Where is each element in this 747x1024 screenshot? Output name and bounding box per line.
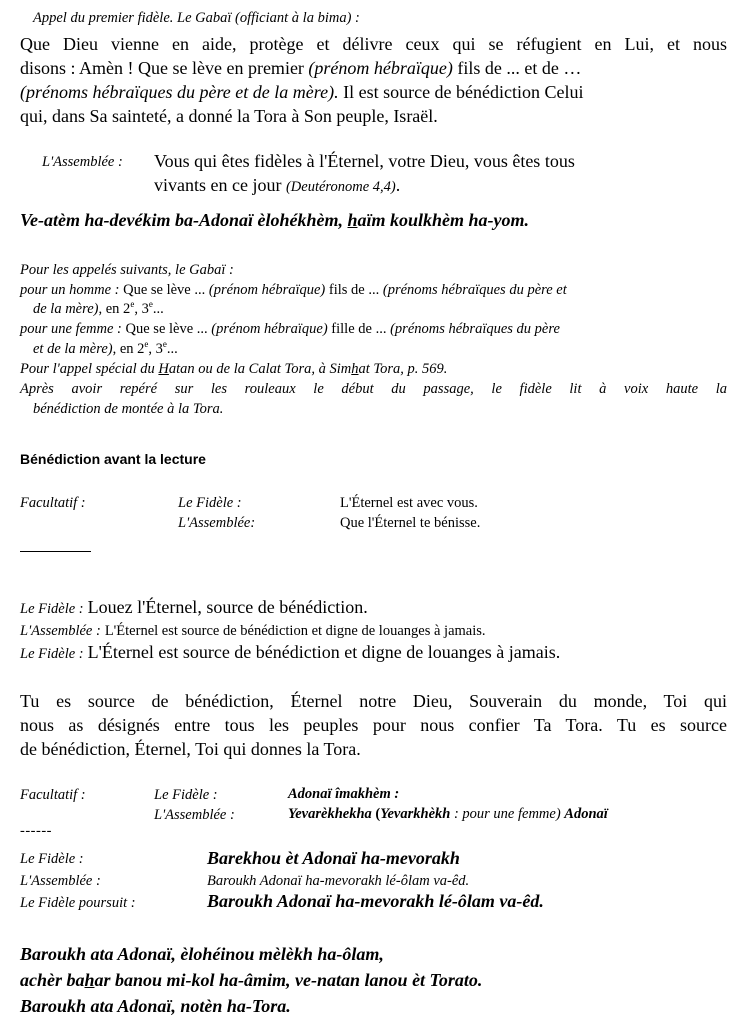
footnote-rule	[20, 551, 91, 552]
separator-dashes: ------	[20, 823, 52, 839]
translit-text-2: Baroukh Adonaï ha-mevorakh lé-ôlam va-êd.	[207, 873, 470, 889]
assembly-text-line-2: vivants en ce jour (Deutéronome 4,4).	[154, 175, 401, 195]
section-heading: Bénédiction avant la lecture	[20, 451, 206, 467]
optional2-label: Facultatif :	[20, 787, 86, 803]
closing-line-1: Baroukh ata Adonaï, èlohéinou mèlèkh ha-ôlam,	[20, 944, 384, 964]
translit-text-3: Baroukh Adonaï ha-mevorakh lé-ôlam va-êd.	[207, 891, 544, 911]
translit-speaker-3: Le Fidèle poursuit :	[20, 895, 136, 911]
optional1-speaker-1: Le Fidèle :	[178, 495, 242, 511]
instructions-line-7: Après avoir repéré sur les rouleaux le début du passage, le fidèle lit à voix haute la	[20, 381, 727, 397]
blessing-line-1: Le Fidèle : Louez l'Éternel, source de bénédiction.	[20, 597, 368, 617]
instructions-line-3: de la mère), en 2e, 3e...	[33, 299, 164, 317]
optional1-text-1: L'Éternel est avec vous.	[340, 495, 478, 511]
blessing-line-2: L'Assemblée : L'Éternel est source de bénédiction et digne de louanges à jamais.	[20, 623, 486, 639]
optional1-speaker-2: L'Assemblée:	[178, 515, 256, 531]
blessing-para-line-3: de bénédiction, Éternel, Toi qui donnes la Tora.	[20, 739, 361, 759]
blessing-line-3: Le Fidèle : L'Éternel est source de bénédiction et digne de louanges à jamais.	[20, 642, 561, 662]
instructions-line-1: Pour les appelés suivants, le Gabaï :	[20, 262, 234, 278]
instructions-line-6: Pour l'appel spécial du Hatan ou de la Calat Tora, à Simhat Tora, p. 569.	[20, 361, 448, 377]
translit-text-1: Barekhou èt Adonaï ha-mevorakh	[207, 848, 460, 868]
instructions-line-8: bénédiction de montée à la Tora.	[33, 401, 224, 417]
optional2-text-1: Adonaï îmakhèm :	[288, 786, 400, 802]
optional2-speaker-2: L'Assemblée :	[154, 807, 235, 823]
gabai-text-line-2: disons : Amèn ! Que se lève en premier (prénom hébraïque) fils de ... et de …	[20, 58, 582, 78]
intro-line: Appel du premier fidèle. Le Gabaï (officiant à la bima) :	[33, 10, 360, 26]
instructions-line-4: pour une femme : Que se lève ... (prénom hébraïque) fille de ... (prénoms hébraïques du père	[20, 321, 560, 337]
optional1-label: Facultatif :	[20, 495, 86, 511]
assembly-text-line-1: Vous qui êtes fidèles à l'Éternel, votre Dieu, vous êtes tous	[154, 151, 575, 171]
blessing-para-line-2: nous as désignés entre tous les peuples pour nous confier Ta Tora. Tu es source	[20, 715, 727, 735]
assembly-label: L'Assemblée :	[42, 154, 123, 170]
gabai-text-line-4: qui, dans Sa sainteté, a donné la Tora à Son peuple, Israël.	[20, 106, 438, 126]
blessing-para-line-1: Tu es source de bénédiction, Éternel notre Dieu, Souverain du monde, Toi qui	[20, 691, 727, 711]
gabai-text-line-3: (prénoms hébraïques du père et de la mère). Il est source de bénédiction Celui	[20, 82, 584, 102]
translit-speaker-2: L'Assemblée :	[20, 873, 101, 889]
gabai-text-line-1: Que Dieu vienne en aide, protège et délivre ceux qui se réfugient en Lui, et nous	[20, 34, 727, 54]
instructions-line-2: pour un homme : Que se lève ... (prénom hébraïque) fils de ... (prénoms hébraïques du père et	[20, 282, 567, 298]
translit-speaker-1: Le Fidèle :	[20, 851, 84, 867]
closing-line-2: achèr bahar banou mi-kol ha-âmim, ve-natan lanou èt Torato.	[20, 970, 483, 990]
optional2-text-2: Yevarèkhekha (Yevarkhèkh : pour une femme) Adonaï	[288, 806, 608, 822]
closing-line-3: Baroukh ata Adonaï, notèn ha-Tora.	[20, 996, 291, 1016]
instructions-line-5: et de la mère), en 2e, 3e...	[33, 339, 178, 357]
assembly-transliteration: Ve-atèm ha-devékim ba-Adonaï èlohékhèm, haïm koulkhèm ha-yom.	[20, 210, 529, 230]
optional1-text-2: Que l'Éternel te bénisse.	[340, 515, 481, 531]
optional2-speaker-1: Le Fidèle :	[154, 787, 218, 803]
